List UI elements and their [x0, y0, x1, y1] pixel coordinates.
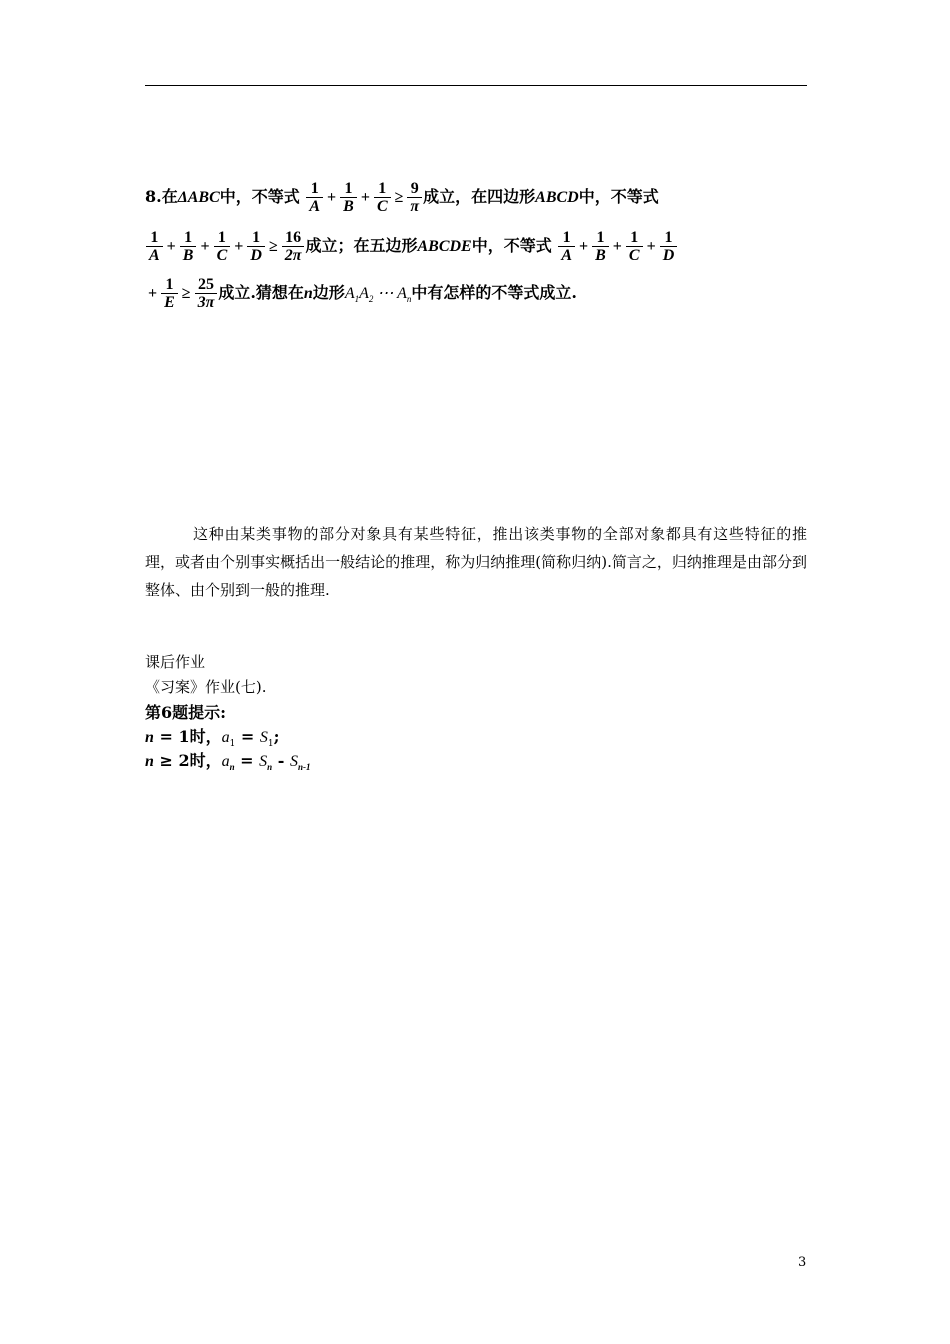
- geq-sign: ≥: [394, 189, 404, 206]
- plus-sign: +: [200, 238, 210, 255]
- text: 中，不等式: [471, 236, 552, 255]
- hint-title: 第6题提示:: [145, 703, 227, 722]
- plus-sign: +: [166, 238, 176, 255]
- fraction-1-over-c: $\frac{1}{C}$: [626, 229, 643, 264]
- fraction-1-over-c: $\frac{1}{C}$: [214, 229, 231, 264]
- geq-sign: ≥: [181, 285, 191, 302]
- plus-sign: +: [234, 238, 244, 255]
- text: 成立.猜想在: [218, 283, 304, 302]
- plus-sign: +: [360, 189, 370, 206]
- plus-sign: +: [148, 285, 158, 302]
- plus-sign: +: [579, 238, 589, 255]
- fraction-9-over-pi: $\frac{9}{\pi}$: [407, 180, 422, 215]
- fraction-1-over-e: $\frac{1}{E}$: [161, 276, 178, 311]
- fraction-1-over-b: $\frac{1}{B}$: [180, 229, 197, 264]
- text: 成立，在四边形: [423, 187, 536, 206]
- text: 中有怎样的不等式成立.: [411, 283, 577, 302]
- geq-sign: ≥: [268, 238, 278, 255]
- homework-item: 《习案》作业(七).: [145, 678, 267, 696]
- text: 成立；在五边形: [305, 236, 418, 255]
- hint-line-2: n ≥ 2时，$a_n = S_n - S_{n-1}$: [145, 751, 311, 773]
- plus-sign: +: [646, 238, 656, 255]
- fraction-1-over-a: $\frac{1}{A}$: [558, 229, 575, 264]
- problem-8-line-2: [145, 229, 678, 264]
- pentagon-label: ABCDE: [417, 238, 472, 255]
- fraction-25-over-3pi: $\frac{25}{3\pi}$: [195, 276, 218, 311]
- fraction-1-over-a: $\frac{1}{A}$: [146, 229, 163, 264]
- header-rule: [145, 85, 807, 86]
- polygon-vertices: $A_1A_2$ ⋯ $A_n$: [344, 285, 412, 305]
- fraction-16-over-2pi: $\frac{16}{2\pi}$: [282, 229, 305, 264]
- fraction-1-over-c: $\frac{1}{C}$: [374, 180, 391, 215]
- hint-line-1: n = 1时，$a_1 = S_1$;: [145, 727, 280, 750]
- triangle-label: ΔABC: [177, 189, 220, 206]
- text: 中，不等式: [578, 187, 659, 206]
- problem-number: 8.在: [145, 187, 178, 206]
- fraction-1-over-d: $\frac{1}{D}$: [660, 229, 678, 264]
- problem-8-line-1: [145, 180, 659, 215]
- plus-sign: +: [327, 189, 337, 206]
- induction-paragraph: 这种由某类事物的部分对象具有某些特征，推出该类事物的全部对象都具有这些特征的推理，或者由个别事实概括出一般结论的推理，称为归纳推理(简称归纳).简言之，归纳推理是由部分到整体、由个别到一般的推理.: [145, 525, 807, 599]
- n-variable: n: [303, 285, 313, 302]
- fraction-1-over-d: $\frac{1}{D}$: [247, 229, 265, 264]
- problem-8-line-3: [145, 276, 577, 311]
- text: 中，不等式: [219, 187, 300, 206]
- fraction-1-over-b: $\frac{1}{B}$: [592, 229, 609, 264]
- text: 边形: [312, 283, 345, 302]
- fraction-1-over-b: $\frac{1}{B}$: [340, 180, 357, 215]
- page-number: 3: [798, 1255, 807, 1270]
- homework-title: 课后作业: [145, 653, 206, 671]
- quadrilateral-label: ABCD: [535, 189, 579, 206]
- fraction-1-over-a: $\frac{1}{A}$: [306, 180, 323, 215]
- plus-sign: +: [612, 238, 622, 255]
